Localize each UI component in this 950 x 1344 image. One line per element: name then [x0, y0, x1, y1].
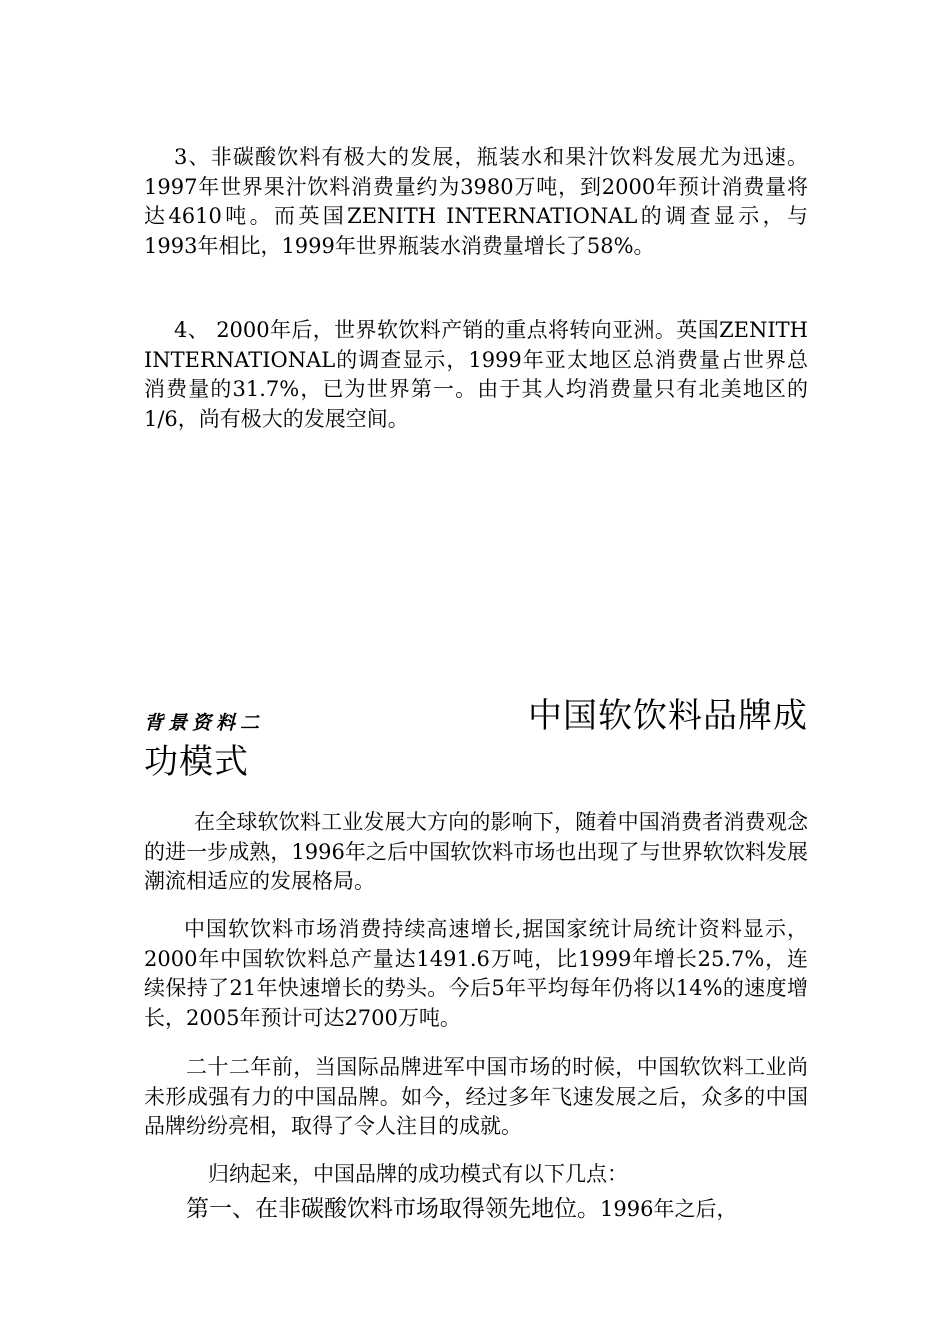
- paragraph-global-influence: 在全球软饮料工业发展大方向的影响下，随着中国消费者消费观念的进一步成熟，1996年之后中国软饮料市场也出现了与世界软饮料发展潮流相适应的发展格局。: [144, 810, 808, 893]
- paragraph-market-growth: 中国软饮料市场消费持续高速增长,据国家统计局统计资料显示，2000年中国软饮料总产量达1491.6万吨，比1999年增长25.7%，连续保持了21年快速增长的势头。今后5年平均每年仍将以14%的速度增长，2005年预计可达2700万吨。: [144, 917, 808, 1030]
- paragraph-brand-history: 二十二年前，当国际品牌进军中国市场的时候，中国软饮料工业尚未形成强有力的中国品牌。如今，经过多年飞速发展之后，众多的中国品牌纷纷亮相，取得了令人注目的成就。: [144, 1055, 808, 1138]
- paragraph-point-3: 3、非碳酸饮料有极大的发展，瓶装水和果汁饮料发展尤为迅速。1997年世界果汁饮料消费量约为3980万吨，到2000年预计消费量将达4610吨。而英国ZENITH INTERNATIONAL的调查显示，与1993年相比，1999年世界瓶装水消费量增长了58%。: [144, 145, 808, 258]
- paragraph-point-one: [186, 1192, 826, 1226]
- paragraph-summary-intro: 归纳起来，中国品牌的成功模式有以下几点：: [208, 1162, 628, 1186]
- section-heading: [144, 694, 808, 782]
- section-title-line-1: 中国软饮料品牌成: [528, 696, 808, 736]
- section-title-line-2: 功模式: [144, 742, 249, 782]
- point-one-text: 1996年之后，: [600, 1197, 738, 1221]
- background-material-label: 背景资料二: [144, 712, 265, 734]
- paragraph-point-4: 4、 2000年后，世界软饮料产销的重点将转向亚洲。英国ZENITH INTERNATIONAL的调查显示，1999年亚太地区总消费量占世界总消费量的31.7%，已为世界第一。由于其人均消费量只有北美地区的1/6，尚有极大的发展空间。: [144, 318, 808, 431]
- point-one-heading: 第一、在非碳酸饮料市场取得领先地位。: [186, 1196, 600, 1222]
